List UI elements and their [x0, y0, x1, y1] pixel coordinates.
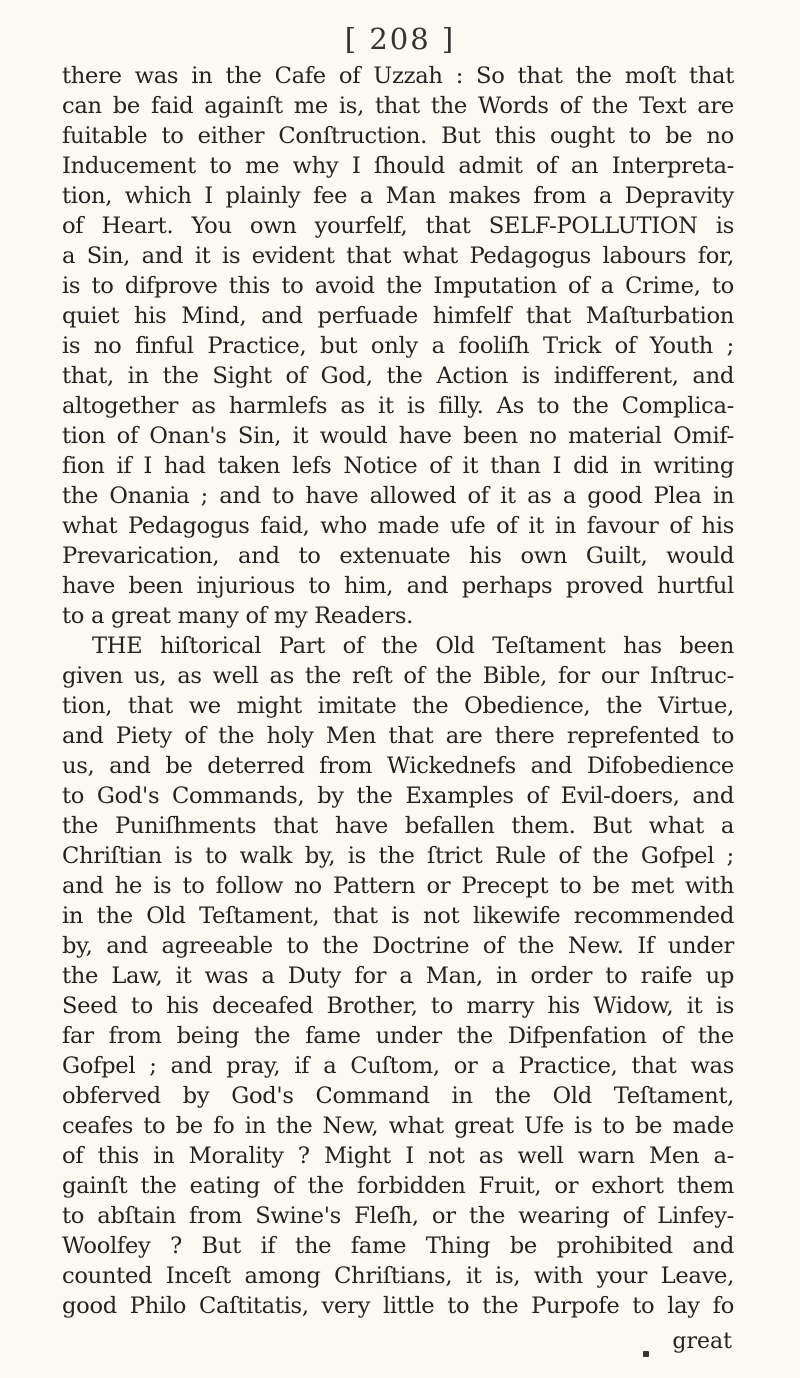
text-line: by, and agreeable to the Doctrine of the New. If under — [62, 933, 734, 959]
text-line: Prevarication, and to extenuate his own Guilt, would — [62, 543, 734, 569]
text-line: far from being the fame under the Difpenfation of the — [62, 1023, 734, 1049]
text-line: Inducement to me why I ſhould admit of an Interpreta- — [62, 153, 734, 179]
text-line: given us, as well as the reſt of the Bible, for our Inſtruc- — [62, 663, 734, 689]
text-line: Gofpel ; and pray, if a Cuſtom, or a Practice, that was — [62, 1053, 734, 1079]
text-line: to God's Commands, by the Examples of Evil-doers, and — [62, 783, 734, 809]
text-line: to abſtain from Swine's Fleſh, or the wearing of Linfey- — [62, 1203, 734, 1229]
text-line: and Piety of the holy Men that are there reprefented to — [62, 723, 734, 749]
text-line: there was in the Cafe of Uzzah : So that the moſt that — [62, 63, 734, 89]
text-line: of this in Morality ? Might I not as well warn Men a- — [62, 1143, 734, 1169]
text-line: gainſt the eating of the forbidden Fruit, or exhort them — [62, 1173, 734, 1199]
text-line: Woolfey ? But if the fame Thing be prohibited and — [62, 1233, 734, 1259]
text-line: us, and be deterred from Wickednefs and Difobedience — [62, 753, 734, 779]
text-line: the Onania ; and to have allowed of it as a good Plea in — [62, 483, 734, 509]
paragraph-start-line: THE hiſtorical Part of the Old Teſtament has been — [92, 633, 734, 659]
text-line: can be faid againſt me is, that the Words of the Text are — [62, 93, 734, 119]
text-line: fion if I had taken lefs Notice of it than I did in writing — [62, 453, 734, 479]
text-line: quiet his Mind, and perfuade himfelf that Maſturbation — [62, 303, 734, 329]
printer-mark-icon — [643, 1351, 649, 1357]
text-line: that, in the Sight of God, the Action is indifferent, and — [62, 363, 734, 389]
text-line: counted Inceſt among Chriſtians, it is, with your Leave, — [62, 1263, 734, 1289]
text-line: Seed to his deceafed Brother, to marry his Widow, it is — [62, 993, 734, 1019]
text-line: the Law, it was a Duty for a Man, in order to raife up — [62, 963, 734, 989]
text-line: tion, which I plainly fee a Man makes from a Depravity — [62, 183, 734, 209]
text-line: tion, that we might imitate the Obedience, the Virtue, — [62, 693, 734, 719]
page-number-header: [ 208 ] — [344, 22, 456, 56]
text-line: ceafes to be fo in the New, what great Ufe is to be made — [62, 1113, 734, 1139]
text-line: have been injurious to him, and perhaps proved hurtful — [62, 573, 734, 599]
text-line: of Heart. You own yourfelf, that SELF-POLLUTION is — [62, 213, 734, 239]
text-line: and he is to follow no Pattern or Precept to be met with — [62, 873, 734, 899]
text-line: is no finful Practice, but only a fooliſh Trick of Youth ; — [62, 333, 734, 359]
text-line: what Pedagogus faid, who made ufe of it in favour of his — [62, 513, 734, 539]
text-line: obferved by God's Command in the Old Teſtament, — [62, 1083, 734, 1109]
text-line: a Sin, and it is evident that what Pedagogus labours for, — [62, 243, 734, 269]
text-line: fuitable to either Conſtruction. But this ought to be no — [62, 123, 734, 149]
text-line: to a great many of my Readers. — [62, 603, 414, 629]
catchword: great — [672, 1329, 732, 1354]
text-line: altogether as harmlefs as it is filly. As to the Complica- — [62, 393, 734, 419]
text-line: tion of Onan's Sin, it would have been no material Omif- — [62, 423, 734, 449]
text-line: the Puniſhments that have befallen them. But what a — [62, 813, 734, 839]
text-line: in the Old Teſtament, that is not likewife recommended — [62, 903, 734, 929]
text-line: Chriſtian is to walk by, is the ſtrict Rule of the Gofpel ; — [62, 843, 734, 869]
text-line: is to difprove this to avoid the Imputation of a Crime, to — [62, 273, 734, 299]
text-line: good Philo Caſtitatis, very little to the Purpofe to lay fo — [62, 1293, 734, 1319]
